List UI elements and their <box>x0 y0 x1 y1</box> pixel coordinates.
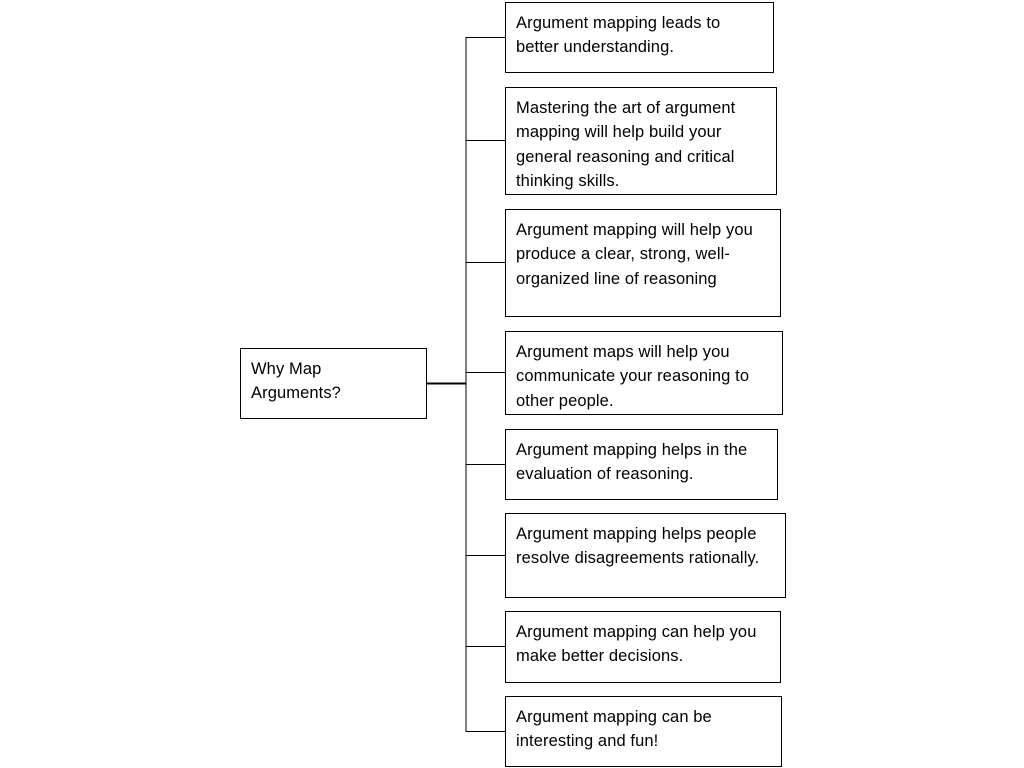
reason-node-reasoning-skills <box>505 87 777 195</box>
reason-text: Argument mapping can be interesting and fun! <box>516 708 712 751</box>
reason-node-understanding <box>505 2 774 73</box>
reason-text: Argument mapping helps people resolve disagreements rationally. <box>516 525 760 568</box>
reason-text: Argument mapping leads to better understanding. <box>516 14 721 57</box>
root-node <box>240 348 427 419</box>
reason-text: Argument maps will help you communicate your reasoning to other people. <box>516 343 750 410</box>
reason-text: Argument mapping will help you produce a clear, strong, well-organized line of reasoning <box>516 221 753 288</box>
reason-text: Mastering the art of argument mapping will help build your general reasoning and critical thinking skills. <box>516 99 736 190</box>
reason-node-communicate <box>505 331 783 415</box>
reason-node-decisions <box>505 611 781 683</box>
reason-node-disagreements <box>505 513 786 598</box>
reason-node-line-of-reasoning <box>505 209 781 317</box>
root-node-text: Why Map Arguments? <box>251 360 341 403</box>
reason-node-evaluation <box>505 429 778 500</box>
reason-node-interesting <box>505 696 782 767</box>
reason-text: Argument mapping can help you make better decisions. <box>516 623 757 666</box>
reason-text: Argument mapping helps in the evaluation of reasoning. <box>516 441 748 484</box>
